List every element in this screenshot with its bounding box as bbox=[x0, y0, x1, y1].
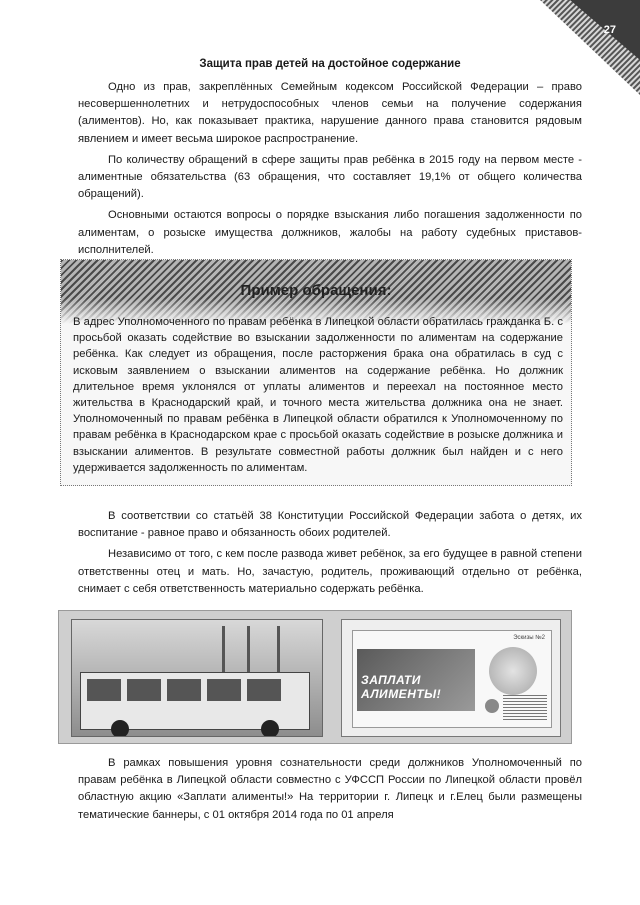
example-text: В адрес Уполномоченного по правам ребёнка в Липецкой области обратилась гражданка Б. с просьбой оказать содействие во взыскании задолженности по алиментам на содержание ребёнка. Как следует из обращения, после расторжения брака она обратилась в суд с исковым заявлением о взыскании алиментов на содержание ребёнка. Но должник длительное время уклонялся от уплаты алиментов и переехал на постоянное место жительства в Краснодарский край, и точного места жительства должника она не знает. Уполномоченный по правам ребёнка в Липецкой области обратился к Уполномоченному по правам ребёнка в Краснодарском крае с просьбой оказать содействие в розыске должника и взыскании алиментов. В результате совместной работы должник был найден и с него удерживается задолженность по алиментам. bbox=[73, 316, 563, 474]
paragraph: Независимо от того, с кем после развода живет ребёнок, за его будущее в равной степени ответственны отец и мать. Но, зачастую, родитель, проживающий отдельно от ребёнка, снимает с себя ответственность материально содержать ребёнка. bbox=[78, 548, 582, 595]
banner-poster bbox=[352, 630, 552, 728]
photo-strip bbox=[58, 610, 572, 744]
emblem-icon bbox=[485, 699, 499, 713]
paragraph: В рамках повышения уровня сознательности среди должников Уполномоченный по правам ребёнка в Липецкой области совместно с УФССП России по Липецкой области провёл областную акцию «Заплати алименты!» На территории г. Липецк и г.Елец были размещены тематические баннеры, с 01 октября 2014 года по 01 апреля bbox=[78, 757, 582, 821]
banner-fine-print bbox=[503, 695, 547, 721]
paragraph: Одно из прав, закреплённых Семейным кодексом Российской Федерации – право несовершеннолетних и нетрудоспособных членов семьи на получение содержания (алиментов). Но, как показывает практика, нарушение данного права становится рядовым явлением и имеет весьма широкое распространение. bbox=[78, 81, 582, 145]
page-title: Защита прав детей на достойное содержание bbox=[199, 58, 461, 70]
page-number: 27 bbox=[603, 24, 616, 36]
intro-section bbox=[78, 58, 582, 259]
bottom-section bbox=[78, 755, 582, 824]
banner-slogan: ЗАПЛАТИ АЛИМЕНТЫ! bbox=[361, 673, 442, 701]
example-box bbox=[60, 259, 572, 486]
example-heading: Пример обращения: bbox=[240, 282, 392, 299]
banner-top-label: Эскизы №2 bbox=[513, 635, 545, 641]
paragraph: В соответствии со статьёй 38 Конституции Российской Федерации забота о детях, их воспитание - равное право и обязанность обоих родителей. bbox=[78, 510, 582, 540]
paragraph: Основными остаются вопросы о порядке взыскания либо погашения задолженности по алиментам, о розыске имущества должников, жалобы на работу судебных приставов-исполнителей. bbox=[78, 209, 582, 256]
bus-shape bbox=[80, 672, 310, 730]
banner-photo bbox=[341, 619, 561, 737]
bus-photo bbox=[71, 619, 323, 737]
child-face-image bbox=[489, 647, 537, 695]
paragraph: По количеству обращений в сфере защиты прав ребёнка в 2015 году на первом месте - алиментные обязательства (63 обращения, что составляет 19,1% от общего количества обращений). bbox=[78, 153, 582, 201]
middle-section bbox=[78, 508, 582, 598]
